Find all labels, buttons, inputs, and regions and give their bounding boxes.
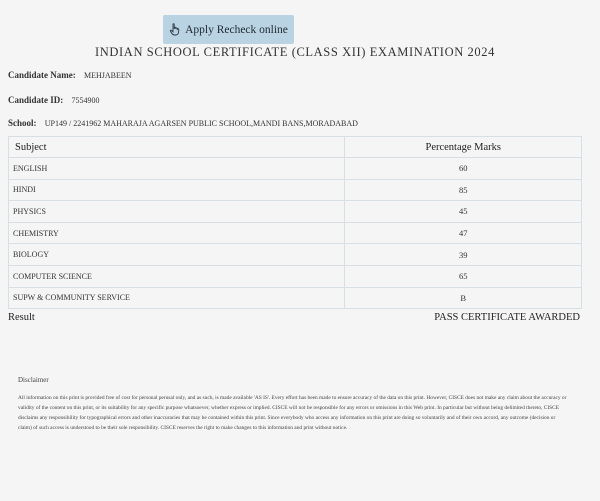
subject-header: Subject	[9, 137, 345, 158]
marks-cell: B	[345, 287, 582, 309]
marks-cell: 45	[345, 201, 582, 223]
subject-cell: ENGLISH	[9, 158, 345, 180]
candidate-id-value: 7554900	[71, 96, 100, 105]
marks-table-header	[9, 137, 582, 158]
candidate-name-row	[8, 70, 132, 80]
subject-cell: HINDI	[9, 179, 345, 201]
marks-cell: 39	[345, 244, 582, 266]
result-label: Result	[8, 312, 35, 323]
school-label: School:	[8, 118, 37, 128]
school-value: UP149 / 2241962 MAHARAJA AGARSEN PUBLIC SCHOOL,MANDI BANS,MORADABAD	[44, 119, 358, 128]
table-row	[9, 179, 582, 201]
subject-cell: PHYSICS	[9, 201, 345, 223]
school-row	[8, 118, 358, 128]
table-row	[9, 201, 582, 223]
candidate-id-label: Candidate ID:	[8, 95, 64, 105]
disclaimer-text: All information on this print is provided free of cost for personal perusal only, and as such, is made available 'AS IS'. Every effort has been made to ensure accuracy of the data on this print. However, CISCE does not make any claim about the accuracy or validity of the content on this print, or its suitability for any specific purpose whatsoever, whether express or implied. CISCE will not be responsible for any errors or omissions in this Web print. In particular but without being delimited thereto, CISCE disclaims any responsibility for typographical errors and other inaccuracies that may be contained within this print. Since everybody who access any information on this print are doing so voluntarily and of their own accord, any outcome (decision or claim) of such access is understood to be their sole responsibility. CISCE reserves the right to make changes to this information and print without notice.	[18, 395, 567, 431]
table-row	[9, 287, 582, 309]
table-row	[9, 222, 582, 244]
candidate-name-value: MEHJABEEN	[84, 71, 132, 80]
marks-cell: 60	[345, 158, 582, 180]
hand-pointer-icon	[169, 23, 181, 36]
apply-recheck-label: Apply Recheck online	[185, 23, 288, 36]
table-row	[9, 244, 582, 266]
marks-cell: 85	[345, 179, 582, 201]
exam-title: INDIAN SCHOOL CERTIFICATE (CLASS XII) EXAMINATION 2024	[95, 45, 495, 59]
table-row	[9, 158, 582, 180]
marks-cell: 47	[345, 222, 582, 244]
percentage-marks-header: Percentage Marks	[345, 137, 582, 158]
candidate-name-label: Candidate Name:	[8, 70, 76, 80]
candidate-id-row	[8, 95, 100, 105]
subject-cell: BIOLOGY	[9, 244, 345, 266]
apply-recheck-button[interactable]	[163, 15, 294, 44]
subject-cell: CHEMISTRY	[9, 222, 345, 244]
disclaimer-title: Disclaimer	[18, 376, 49, 384]
table-row	[9, 265, 582, 287]
result-value: PASS CERTIFICATE AWARDED	[434, 312, 580, 323]
subject-cell: SUPW & COMMUNITY SERVICE	[9, 287, 345, 309]
marks-table	[8, 136, 582, 309]
subject-cell: COMPUTER SCIENCE	[9, 265, 345, 287]
marks-cell: 65	[345, 265, 582, 287]
